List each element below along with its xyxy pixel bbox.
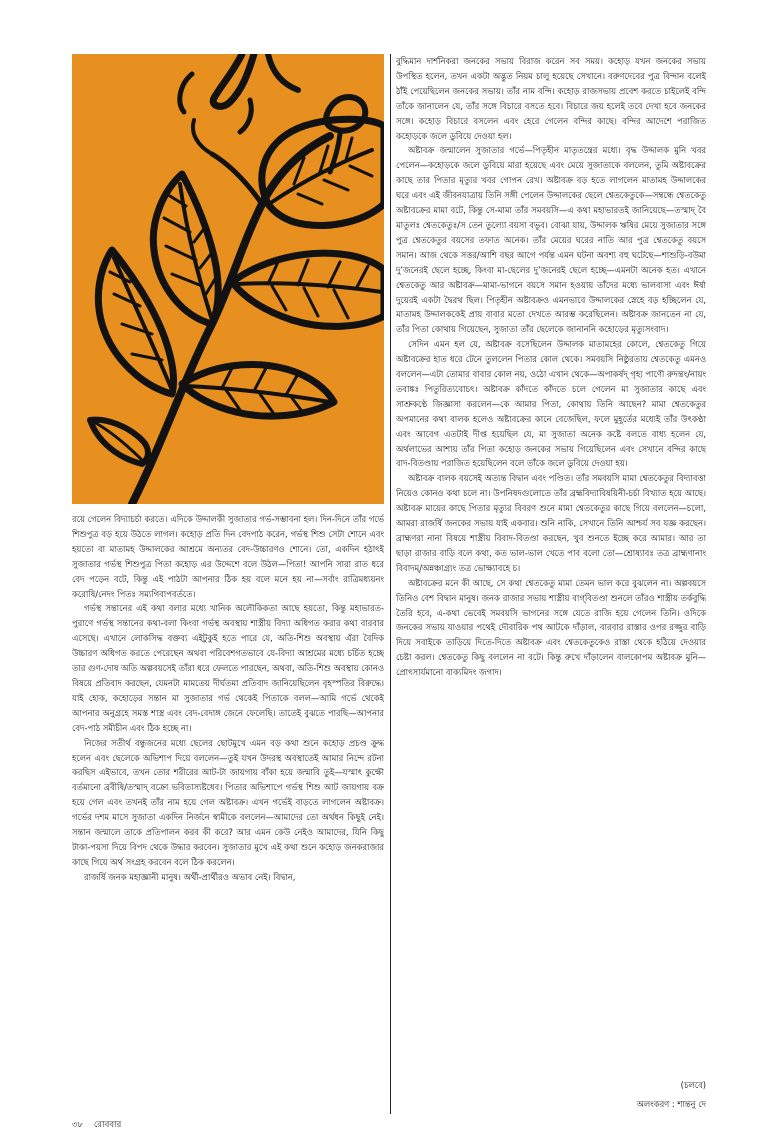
leaf-branch-illustration: [72, 54, 384, 504]
column-divider: [390, 54, 391, 1114]
left-paragraph-3: নিজের সতীর্থ বন্ধুজনের মধ্যে ছেলের ছোটমুখে এমন বড় কথা শুনে কহোড় প্রচণ্ড ক্রুদ্ধ হলেন এবং ছেলেকে অভিশাপ দিয়ে বললেন—তুই যখন উদরস্থ অবস্থাতেই আমার নিন্দে রটনা করছিস এইভাবে, তখন তোর শরীরের আট-টা জায়গায় বাঁকা হয়ে জন্মাবি তুই—যস্মাৎ কুক্ষৌ বর্তমানো ব্রবীষি/তস্মাদ্‌ বক্রো ভবিতাস্যষ্টধেব। পিতার অভিশাপে গর্ভস্থ শিশু আট জায়গায় বক্র হয়ে গেল এবং তখনই তাঁর নাম হয়ে গেল অষ্টাবক্র। এখন গর্ভেই বাড়তে লাগলেন অষ্টাবক্র। গর্ভের দশম মাসে সুজাতা একদিন নির্জনে স্বামীকে বললেন—আমাদের তো অর্থধন কিছুই নেই। সন্তান জন্মালে তাকে প্রতিপালন করব কী করে? আর এমন কেউ নেইও আমাদের, যিনি কিছু টাকা-পয়সা দিয়ে বিপদ থেকে উদ্ধার করবেন। সুজাতার মুখে এই কথা শুনে কহোড় জনকরাজার কাছে গিয়ে অর্থ সংগ্রহ করবেন বলে ঠিক করলেন।: [72, 737, 384, 867]
left-paragraph-4: রাজর্ষি জনক মহাজ্ঞানী মানুষ। অর্থী-প্রার্থীরও অভাব নেই। বিদ্বান,: [84, 871, 296, 882]
right-paragraph-1: বুদ্ধিমান দার্শনিকরা জনকের সভায় বিরাজ করেন সব সময়। কহোড় যখন জনকের সভায় উপস্থিত হলেন, তখন একটা অদ্ভুত নিয়ম চালু হয়েছে সেখানে। বরুণদেবের পুত্র বিন্দান বলেই ঠাঁই পেয়েছিলেন জনকের সভায়। তাঁর নাম বন্দি। কহোড় রাজসভায় প্রবেশ করতে চাইলেই বন্দি তাঁকে জানালেন যে, তাঁর সঙ্গে বিচারে বসতে হবে। বিচারে জয় হলেই তবে দেখা হবে জনকের সঙ্গে। কহোড় বিচারে বসলেন এবং হেরে গেলেন বন্দির কাছে। বন্দির আদেশে পরাজিত কহোড়কে জলে ডুবিয়ে দেওয়া হল।: [396, 56, 706, 141]
illustration-credit: অলংকরণ : শান্তনু দে: [636, 1099, 706, 1109]
continued-note: (চলবে): [680, 1080, 706, 1090]
left-paragraph-2: গর্ভস্থ সন্তানের এই কথা বলার মধ্যে খানিক অলৌকিকতা আছে হয়তো, কিন্তু মহাভারত-পুরাণে গর্ভস্থ সন্তানের কথা-বলা কিংবা গর্ভস্থ অবস্থায় শাস্ত্রীয় বিদ্যা অধিগত করার কথা বারবার এসেছে। এখানে লোকসিদ্ধ বক্তব্য এইটুকুই হতে পারে যে, অতি-শিশু অবস্থায় এঁরা বৈদিক উচ্চারণ অধিগত করতে পেরেছেন অথবা পরিবেশগতভাবে যে-বিদ্যা আশ্রমের মধ্যে চর্চিত হচ্ছে তার গুণ-দোষ অতি অল্পবয়সেই তাঁরা ধরে ফেলতে পারছেন, অথবা, অতি-শিশু অবস্থায় কোনও বিষয়ে প্রতিবাদ করছেন, যেমনটা মামতেয় দীর্ঘতমা প্রতিবাদ জানিয়েছিলেন বৃহস্পতির বিরুদ্ধে। যাই হোক, কহোড়ের সন্তান মা সুজাতার গর্ভ থেকেই পিতাকে বলল—আমি গর্ভে থেকেই আপনার অনুগ্রহে সমস্ত শাস্ত্র এবং বেদ-বেদাঙ্গ জেনে ফেলেছি। তাতেই বুঝতে পারছি—আপনার বেদ-পাঠ সমীচীন এবং ঠিক হচ্ছে না।: [72, 603, 384, 733]
right-column: [396, 54, 706, 1086]
page-footer: [72, 1118, 129, 1132]
right-paragraph-3: সেদিন এমন হল যে, অষ্টাবক্র বসেছিলেন উদ্দালক মাতামহের কোলে, শ্বেতকেতু গিয়ে অষ্টাবক্রের হাত ধরে টেনে তুললেন পিতার কোল থেকে। সমবয়সি নিষ্ঠুরতায় শ্বেতকেতু এমনও বললেন—এটা তোমার বাবার কোল নয়, ওঠো এখান থেকে—অপাকর্ষদ্‌ গৃহ্য পাণৌ রুদন্তং/নায়ং তবাঙ্কঃ পিতুরিত্যবোচৎ। অষ্টাবক্র কাঁদতে কাঁদতে চলে গেলেন মা সুজাতার কাছে এবং সাশ্রুকণ্ঠে জিজ্ঞাসা করলেন—কে আমার পিতা, কোথায় তিনি আছেন? মামা শ্বেতকেতুর অপমানের কথা বালক হলেও অষ্টাবক্রের কানে বেজেছিল, ফলে মুহূর্তের মধ্যেই তাঁর উৎকণ্ঠা এবং আবেগ এতটাই দীপ্ত হয়েছিল যে, মা সুজাতা অনেক কষ্টে বলতে বাধ্য হলেন যে, অর্থলাভের আশায় তাঁর পিতা কহোড় জনকের সভায় গিয়েছিলেন এবং সেখানে বন্দির কাছে বাদ-বিতণ্ডায় পরাজিত হয়েছিলেন বলে তাঁকে জলে ডুবিয়ে দেওয়া হয়।: [396, 339, 706, 469]
illustration-artwork: [72, 54, 384, 504]
magazine-name: রোববার: [93, 1120, 122, 1130]
right-paragraph-5: অষ্টাবক্রের মনে কী আছে, সে কথা শ্বেতকেতু মামা তেমন ভাল করে বুঝলেন না। অল্পবয়সে তিনিও বেশ বিদ্বান মানুষ। জনক রাজার সভায় শাস্ত্রীয় বাগ্‌বিতণ্ডা শুনলে তাঁরও শাস্ত্রীয় তর্কবুদ্ধি তৈরি হবে, এ-কথা ভেবেই সমবয়সি ভাগনের সঙ্গে যেতে রাজি হয়ে গেলেন তিনি। ওদিকে জনকের সভায় যাওয়ার পথেই দৌবারিক পথ আটকে দাঁড়াল, বারবার রাস্তার ওপর রজ্জুর বাড়ি দিয়ে সবাইকে তাড়িয়ে দিতে-দিতে অষ্টাবক্র এবং শ্বেতকেতুকেও রাস্তা থেকে হঠিয়ে দেওয়ার চেষ্টা করল। শ্বেতকেতু কিছু বললেন না বটে। কিন্তু রুখে দাঁড়ালেন বালকোপম অষ্টাবক্র মুনি—প্রোৎসার্যমানো বাক্যমিদং জগাদ।: [396, 577, 706, 678]
left-paragraph-1: রয়ে গেলেন বিদ্যাচর্চা করতে। এদিকে উদ্দালকী সুজাতার গর্ভ-সম্ভাবনা হল। দিন-দিনে তাঁর গর্ভে শিশুপুত্র বড় হয়ে উঠতে লাগল। কহোড় প্রতি দিন বেদপাঠ করেন, গর্ভস্থ শিশু সেটা শোনে এবং হয়তো বা মাতামহ উদ্দালকের আশ্রমে অন্যতর বেদ-উচ্চারণও শোনে। তো, একদিন হঠাৎই সুজাতার গর্ভস্থ শিশুপুত্র পিতা কহোড় এর উদ্দেশে বলে উঠল—পিতা! আপনি সারা রাত ধরে বেদ পড়েন বটে, কিন্তু এই পাঠটা আপনার ঠিক হয় বলে মনে হয় না—সর্বাং রাত্রিমধ্যয়নং করোষি/নেদং পিতঃ সম্যগিবাপবর্ততে।: [72, 514, 384, 599]
left-column: [72, 512, 384, 1118]
right-paragraph-2: অষ্টাবক্র জন্মালেন সুজাতার গর্ভে—পিতৃহীন মাতৃতন্ত্রের মধ্যে। বৃদ্ধ উদ্দালক মুনি খবর পেলেন—কহোড়কে জলে ডুবিয়ে মারা হয়েছে এবং মেয়ে সুজাতাকে বললেন, তুমি অষ্টাবক্রের কাছে তার পিতার মৃত্যুর খবর গোপন রেখ। অষ্টাবক্র বড় হতে লাগলেন মাতামহ উদ্দালকের ঘরে এবং এই জীবনযাত্রায় তিনি সঙ্গী পেলেন উদ্দালকের ছেলে শ্বেতকেতুকে—সম্বন্ধে শ্বেতকেতু অষ্টাবক্রের মামা বটে, কিন্তু সে-মামা তাঁর সমবয়সি—এ কথা মহাভারতই জানিয়েছে—তস্মাদ্‌ বৈ মাতুলঃ শ্বেতকেতুঃ/স তেন তুল্যো বয়সা বভূব। বোঝা যায়, উদ্দালক ঋষির মেয়ে সুজাতার সঙ্গে পুত্র শ্বেতকেতুর বয়সের তফাত অনেক। তাঁর মেয়ের ঘরের নাতি আর পুত্র শ্বেতকেতু বয়সে সমান। আজ থেকে সত্তর/আশি বছর আগে পর্যন্ত এমন ঘটনা অবশ্য বহু ঘটেছে—শাশুড়ি-বউমা দু’জনেরই ছেলে হচ্ছে, কিংবা মা-ছেলের দু’জনেরই ছেলে হচ্ছে—এমনটা অনেক হত। এখানে শ্বেতকেতু আর অষ্টাবক্র—মামা-ভাগনে বয়সে সমান হওয়ায় তাঁদের মধ্যে ভালবাসা এবং ঈর্ষা দুয়েরই একটা দ্বৈরথ ছিল। পিতৃহীন অষ্টাবক্রও এমনভাবে উদ্দালকের স্নেহে বড় হচ্ছিলেন যে, মাতামহ উদ্দালককেই প্রায় বাবার মতো দেখতে আরম্ভ করেছিলেন। অষ্টাবক্র জানতেন না যে, তাঁর পিতা কোথায় গিয়েছেন, সুজাতা তাঁর ছেলেকে জানাননি কহোড়ের মৃত্যুসংবাদ।: [396, 145, 706, 335]
right-paragraph-4: অষ্টাবক্র বালক বয়সেই অত্যন্ত বিদ্বান এবং পণ্ডিত। তাঁর সমবয়সি মামা শ্বেতকেতুর বিদ্যাবত্তা নিয়েও কোনও কথা চলে না। উপনিষদগুলোতে তাঁর ব্রহ্মবিদ্যাবিষয়িনী-চর্চা বিখ্যাত হয়ে আছে। অষ্টাবক্র মায়ের কাছে পিতার মৃত্যুর বিবরণ শুনে মামা শ্বেতকেতুর কাছে গিয়ে বললেন—চলো, আমরা রাজর্ষি জনকের সভায় যাই একবার। শুনি নাকি, সেখানে তিনি আশ্চর্য সব যজ্ঞ করছেন। ব্রাহ্মণরা নানা বিষয়ে শাস্ত্রীয় বিবাদ-বিতণ্ডা করছেন, খুব শুনতে ইচ্ছে করে আমার। আর তা ছাড়া রাজার বাড়ি বলে কথা, কত ভাল-ভাল খেতে পাব বলো তো—শ্রোষ্যাবঃ তত্র ব্রাহ্মণানাং বিবাদম্‌/অন্নঞ্চাগ্র্যং তত্র ভোক্ষ্যাবহে চ।: [396, 473, 706, 573]
page-number: ৩৮: [72, 1120, 84, 1130]
